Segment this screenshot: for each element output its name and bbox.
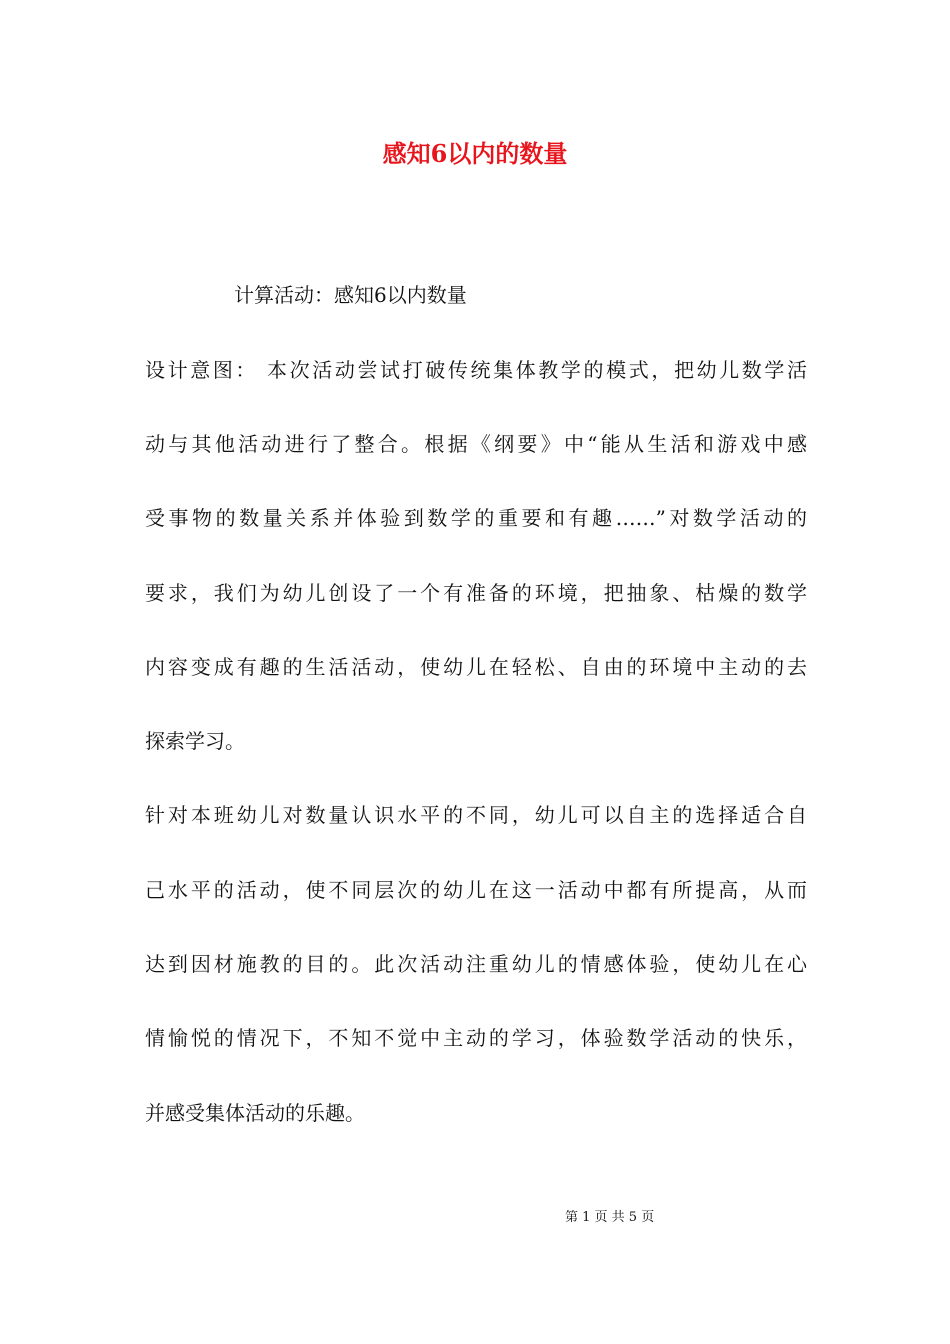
body-line: 并感受集体活动的乐趣。 xyxy=(145,1101,365,1125)
document-title: 感知6以内的数量 xyxy=(382,139,568,168)
body-line: 情愉悦的情况下，不知不觉中主动的学习，体验数学活动的快乐， xyxy=(145,1026,807,1050)
body-line: 要求，我们为幼儿创设了一个有准备的环境，把抽象、枯燥的数学 xyxy=(145,581,807,605)
body-line: 动与其他活动进行了整合。根据《纲要》中“能从生活和游戏中感 xyxy=(145,432,807,456)
body-line: 针对本班幼儿对数量认识水平的不同，幼儿可以自主的选择适合自 xyxy=(145,803,807,827)
body-line: 达到因材施教的目的。此次活动注重幼儿的情感体验，使幼儿在心 xyxy=(145,952,807,976)
body-line: 己水平的活动，使不同层次的幼儿在这一活动中都有所提高，从而 xyxy=(145,878,807,902)
document-subtitle: 计算活动：感知6以内数量 xyxy=(234,283,467,307)
body-line: 探索学习。 xyxy=(145,729,245,753)
page-number: 第 1 页 共 5 页 xyxy=(565,1210,655,1225)
body-line: 受事物的数量关系并体验到数学的重要和有趣……”对数学活动的 xyxy=(145,506,807,530)
body-line: 设计意图： 本次活动尝试打破传统集体教学的模式，把幼儿数学活 xyxy=(145,358,807,382)
body-line: 内容变成有趣的生活活动，使幼儿在轻松、自由的环境中主动的去 xyxy=(145,655,807,679)
